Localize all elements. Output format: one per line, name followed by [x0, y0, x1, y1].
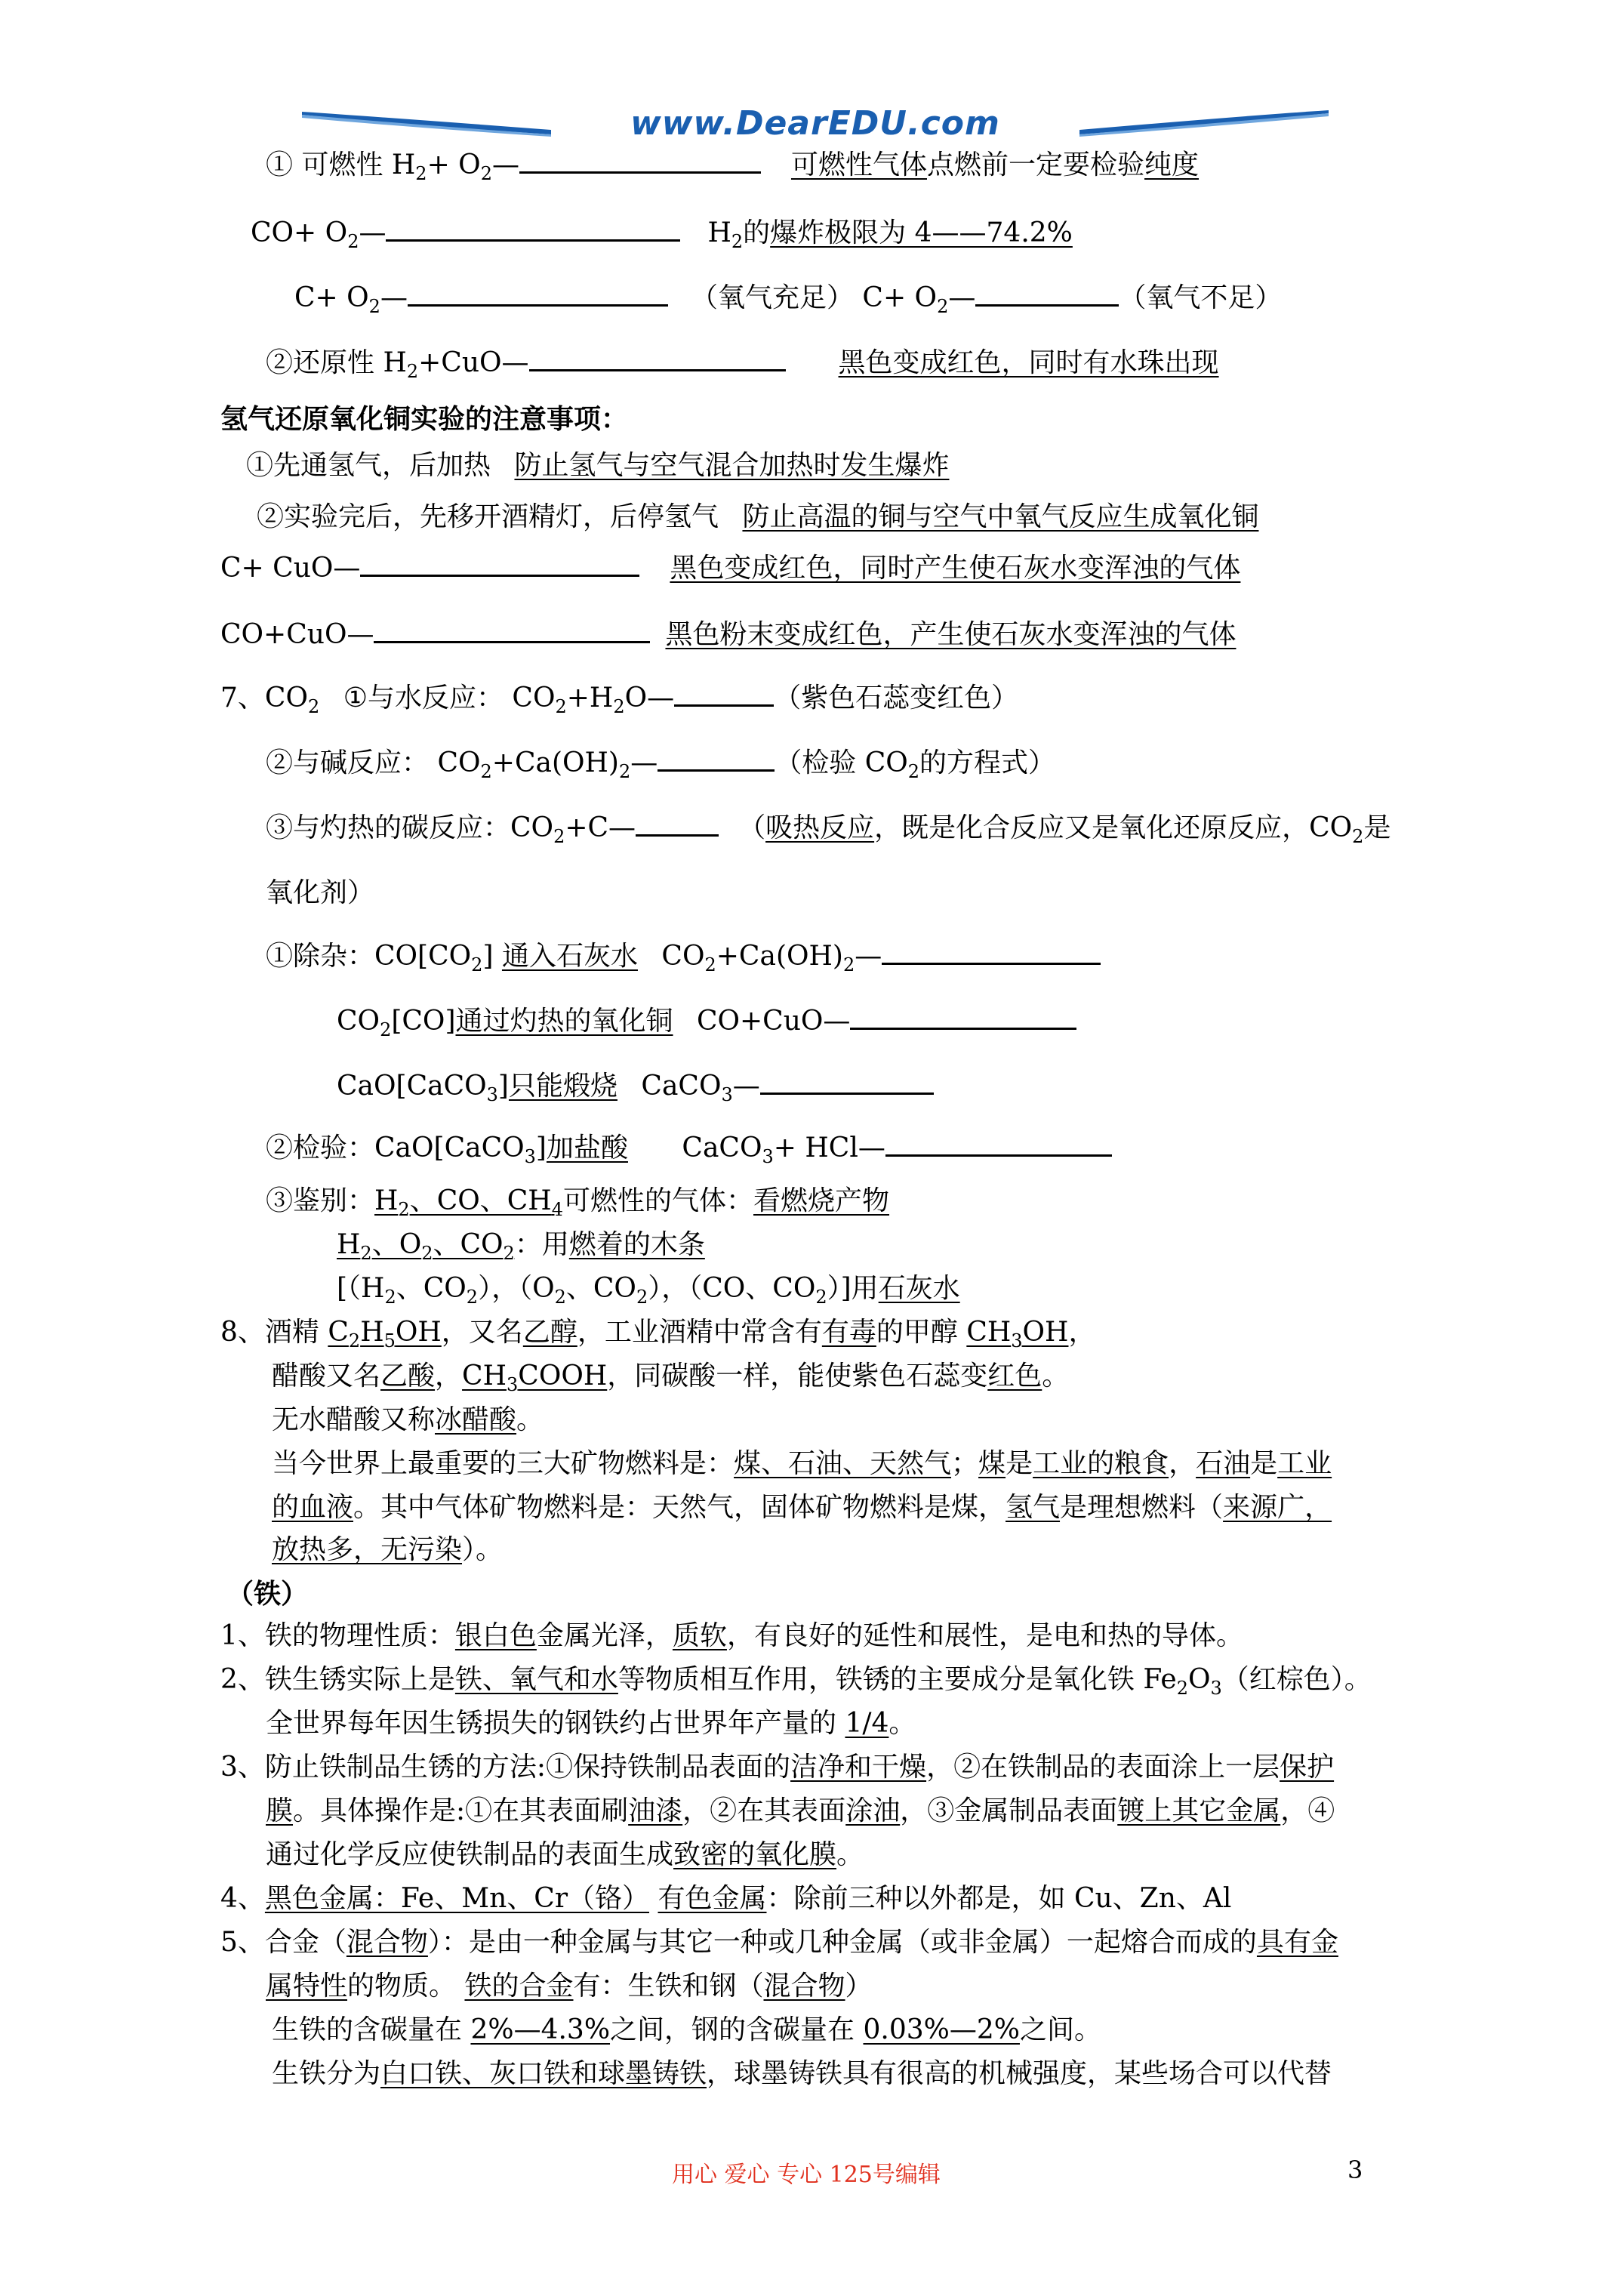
line-co2-carbon: ③与灼热的碳反应：$CO_2+C—$ （吸热反应，既是化合反应又是氧化还原反应，$CO_2$是 — [266, 812, 1391, 847]
line-fuels-end: 放热多，无污染）。 — [272, 1534, 504, 1565]
iron-item-5-cont: 属特性的物质。 铁的合金有：生铁和钢（混合物） — [266, 1971, 873, 2002]
page-number: 3 — [1347, 2156, 1363, 2184]
answer-blank — [408, 282, 668, 307]
site-title: www.DearEDU.com — [630, 104, 1000, 143]
note-step-1: ①先通氢气，后加热 防止氢气与空气混合加热时发生爆炸 — [246, 450, 950, 481]
line-remove-caco3: CaO[CaCO$_3$]只能煅烧 CaCO$_3$— — [337, 1069, 934, 1104]
iron-item-1: 1、铁的物理性质：银白色金属光泽，质软，有良好的延性和展性，是电和热的导体。 — [220, 1620, 1243, 1651]
line-acetic-acid: 醋酸又名乙酸，$CH_3COOH$，同碳酸一样，能使紫色石蕊变红色。 — [272, 1361, 1070, 1395]
line-fuels-cont: 的血液。其中气体矿物燃料是：天然气，固体矿物燃料是煤，氢气是理想燃料（来源广， — [272, 1492, 1332, 1523]
line-identify-wood: $H_2$、$O_2$、$CO_2$：用燃着的木条 — [337, 1229, 705, 1264]
answer-blank — [885, 1132, 1112, 1157]
footer-note: 用心 爱心 专心 125号编辑 — [672, 2162, 941, 2188]
answer-blank — [674, 682, 774, 707]
answer-blank — [975, 282, 1119, 307]
line-test-caco3: ②检验：CaO[CaCO$_3$]加盐酸 CaCO$_3$+ HCl— — [266, 1131, 1112, 1166]
iron-item-5: 5、合金（混合物）：是由一种金属与其它一种或几种金属（或非金属）一起熔合而成的具有金 — [220, 1927, 1338, 1958]
line-identify-combustible: ③鉴别：$H_2$、CO、$CH_4$可燃性的气体：看燃烧产物 — [266, 1185, 890, 1220]
line-co2-water: 7、$CO_2$ ①与水反应： $CO_2+H_2O—$ （紫色石蕊变红色） — [220, 683, 1019, 717]
line-co-combustion: $CO+ O_2—$ $H_2$的爆炸极限为 4——74.2% — [251, 217, 1073, 252]
section-heading-iron: （铁） — [226, 1578, 309, 1610]
line-remove-co2: ①除杂：$CO[CO_2]$ 通入石灰水 $CO_2+Ca(OH)_2—$ — [266, 939, 1101, 974]
section-heading-notes: 氢气还原氧化铜实验的注意事项： — [220, 403, 629, 435]
iron-item-3-cont: 膜。具体操作是:①在其表面刷油漆，②在其表面涂油，③金属制品表面镀上其它金属，④ — [266, 1795, 1335, 1826]
iron-item-2: 2、铁生锈实际上是铁、氧气和水等物质相互作用，铁锈的主要成分是氧化铁 $Fe_2O_3$（红棕色）。 — [220, 1664, 1372, 1699]
line-oxidant: 氧化剂） — [266, 877, 375, 908]
line-alcohol: 8、酒精 $C_2H_5OH$，又名乙醇，工业酒精中常含有有毒的甲醇 $CH_3OH$， — [220, 1317, 1096, 1351]
answer-blank — [386, 217, 680, 242]
iron-types: 生铁分为白口铁、灰口铁和球墨铸铁，球墨铸铁具有很高的机械强度，某些场合可以代替 — [272, 2058, 1332, 2089]
iron-item-3: 3、防止铁制品生锈的方法:①保持铁制品表面的洁净和干燥，②在铁制品的表面涂上一层保护 — [220, 1752, 1335, 1783]
line-remove-co: $CO_2[CO]$通过灼热的氧化铜 CO+CuO— — [337, 1004, 1076, 1039]
iron-item-2-cont: 全世界每年因生锈损失的钢铁约占世界年产量的 1/4。 — [266, 1708, 916, 1739]
answer-blank — [850, 1005, 1076, 1030]
line-co2-alkali: ②与碱反应： $CO_2+Ca(OH)_2—$ （检验 $CO_2$的方程式） — [266, 747, 1056, 782]
line-fuels: 当今世界上最重要的三大矿物燃料是：煤、石油、天然气；煤是工业的粮食，石油是工业 — [272, 1448, 1332, 1479]
line-co-cuo: CO+CuO— 黑色粉末变成红色，产生使石灰水变浑浊的气体 — [220, 619, 1236, 650]
line-reducibility: ②还原性 $H_2+CuO—$ 黑色变成红色，同时有水珠出现 — [266, 347, 1219, 382]
answer-blank — [374, 618, 650, 643]
note-step-2: ②实验完后，先移开酒精灯，后停氢气 防止高温的铜与空气中氧气反应生成氧化铜 — [257, 501, 1259, 532]
iron-carbon-content: 生铁的含碳量在 2%—4.3%之间，钢的含碳量在 0.03%—2%之间。 — [272, 2014, 1101, 2045]
answer-blank — [658, 747, 775, 772]
answer-blank — [529, 347, 786, 371]
answer-blank — [882, 940, 1101, 965]
line-glacial-acetic: 无水醋酸又称冰醋酸。 — [272, 1404, 544, 1435]
answer-blank — [519, 149, 761, 174]
line-combustibility: ① 可燃性 $H_2+$ $O_2—$ 可燃性气体点燃前一定要检验纯度 — [266, 149, 1200, 184]
answer-blank — [760, 1070, 934, 1095]
iron-item-3-end: 通过化学反应使铁制品的表面生成致密的氧化膜。 — [266, 1839, 864, 1870]
line-identify-limewater: [（$H_2$、$CO_2$），（$O_2$、$CO_2$），（CO、$CO_2$）]用石灰水 — [337, 1273, 960, 1308]
answer-blank — [636, 812, 719, 837]
answer-blank — [360, 552, 639, 577]
line-c-cuo: C+ CuO— 黑色变成红色，同时产生使石灰水变浑浊的气体 — [220, 553, 1241, 584]
iron-item-4: 4、黑色金属：Fe、Mn、Cr（铬） 有色金属：除前三种以外都是，如 Cu、Zn、Al — [220, 1883, 1232, 1914]
line-c-combustion: $C+ O_2—$ （氧气充足） $C+ O_2—$ （氧气不足） — [294, 282, 1283, 317]
